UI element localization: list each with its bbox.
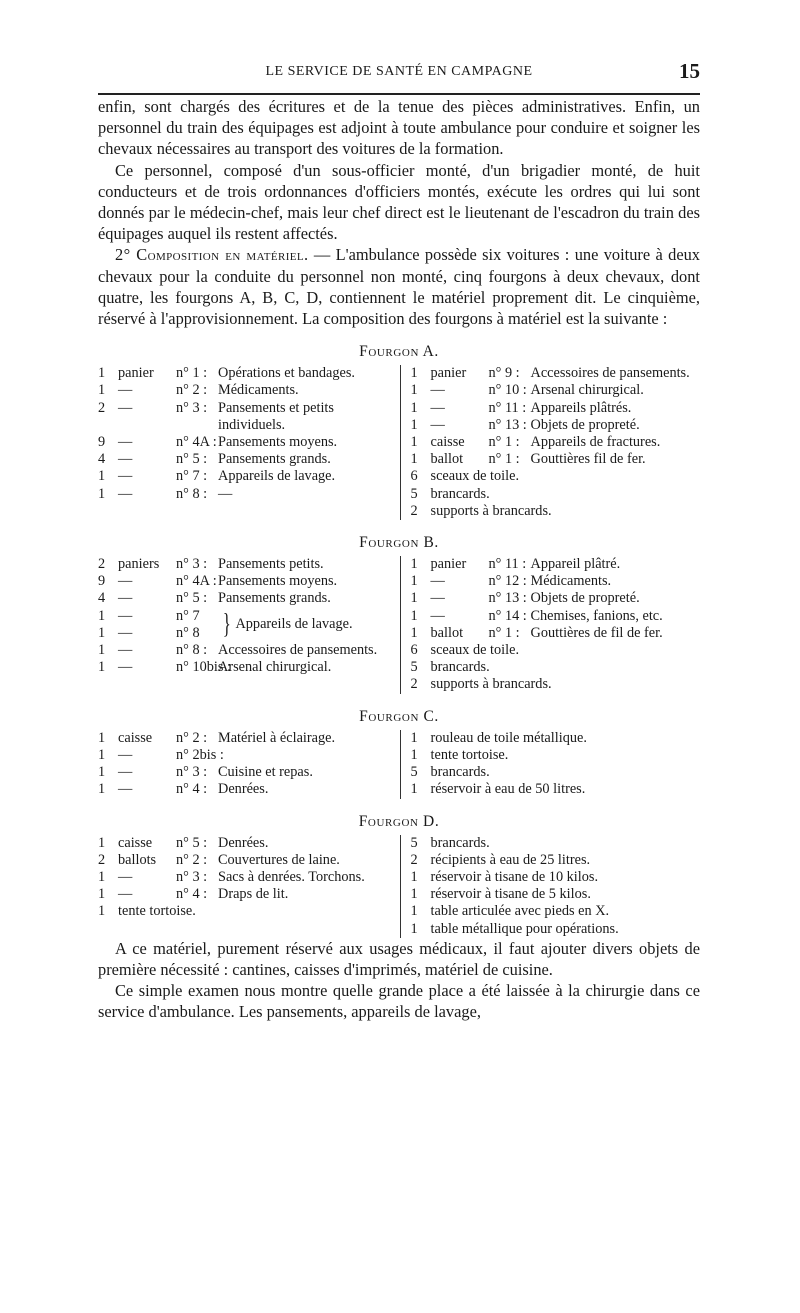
item-container: —	[430, 573, 445, 590]
item-quantity: 1	[98, 903, 106, 920]
section-heading: 2° Composition en matériel.	[115, 245, 309, 265]
paragraph-5: Ce simple examen nous montre quelle grande place a été laissée à la chirurgie dans ce service d'ambulance. Les pansements, appareils de lavage,	[98, 981, 700, 1022]
item-number: n° 10bis :	[176, 659, 231, 676]
item-description: table métallique pour opérations.	[430, 920, 619, 937]
item-container: —	[118, 659, 133, 676]
inventory-row	[98, 573, 394, 590]
item-quantity: 1	[410, 590, 418, 607]
item-quantity: 1	[410, 382, 418, 399]
item-description: tente tortoise.	[118, 903, 196, 920]
inventory-row	[411, 781, 701, 798]
item-number: n° 5 :	[176, 451, 208, 468]
brace-glyph: }	[222, 608, 231, 640]
item-description: Appareils de lavage.	[218, 468, 336, 485]
item-container: —	[118, 607, 133, 624]
item-description: Couvertures de laine.	[218, 851, 340, 868]
item-quantity: 1	[410, 868, 418, 885]
item-number: n° 10 :	[488, 382, 527, 399]
item-description: Objets de propreté.	[530, 590, 640, 607]
item-number: n° 4A :	[176, 573, 217, 590]
item-container: —	[118, 886, 133, 903]
item-quantity: 1	[410, 624, 418, 641]
fourgon-c-title: Fourgon C.	[359, 707, 439, 725]
item-description: rouleau de toile métallique.	[430, 729, 587, 746]
page-number: 15	[679, 59, 700, 83]
item-quantity: 1	[98, 468, 106, 485]
item-description: Cuisine et repas.	[218, 764, 313, 781]
paragraph-4: A ce matériel, purement réservé aux usages médicaux, il faut ajouter divers objets de première nécessité : cantines, caisses d'imprimés, matériel de cuisine.	[98, 938, 700, 979]
inventory-row	[98, 642, 394, 659]
item-quantity: 1	[410, 451, 418, 468]
item-quantity: 1	[410, 729, 418, 746]
item-number: n° 3 :	[176, 764, 208, 781]
inventory-row	[98, 400, 394, 434]
inventory-row	[411, 503, 701, 520]
inventory-row	[98, 852, 394, 869]
item-description: Denrées.	[218, 781, 269, 798]
fourgon-a-table	[98, 365, 700, 520]
item-quantity: 6	[410, 642, 418, 659]
fourgon-d-left	[98, 835, 400, 938]
item-quantity: 1	[98, 642, 106, 659]
inventory-row	[411, 921, 701, 938]
fourgon-a-title: Fourgon A.	[359, 343, 439, 361]
item-quantity: 2	[410, 676, 418, 693]
item-quantity: 1	[410, 573, 418, 590]
item-quantity: 2	[98, 399, 106, 416]
item-quantity: 1	[410, 886, 418, 903]
item-description: Pansements moyens.	[218, 573, 338, 590]
item-container: caisse	[118, 834, 153, 851]
item-number: n° 1 :	[488, 624, 520, 641]
inventory-row	[411, 852, 701, 869]
item-number: n° 4 :	[176, 781, 208, 798]
item-container: —	[118, 468, 133, 485]
inventory-row	[98, 886, 394, 903]
item-container: —	[430, 607, 445, 624]
inventory-row	[411, 659, 701, 676]
item-quantity: 2	[98, 851, 106, 868]
item-quantity: 1	[98, 659, 106, 676]
item-description: Sacs à denrées. Torchons.	[218, 868, 365, 885]
inventory-row	[411, 625, 701, 642]
inventory-row	[411, 886, 701, 903]
fourgon-b-brace-group	[98, 608, 394, 642]
item-number: n° 1 :	[488, 434, 520, 451]
item-quantity: 5	[410, 834, 418, 851]
item-container: —	[118, 485, 133, 502]
item-quantity: 1	[410, 920, 418, 937]
item-description: Arsenal chirurgical.	[218, 659, 332, 676]
item-quantity: 5	[410, 659, 418, 676]
inventory-row	[98, 486, 394, 503]
item-quantity: 1	[98, 886, 106, 903]
item-container: caisse	[118, 729, 153, 746]
fourgon-b-title: Fourgon B.	[359, 534, 439, 552]
inventory-row	[98, 590, 394, 607]
page	[98, 0, 700, 1023]
item-container: —	[118, 624, 133, 641]
item-container: —	[430, 416, 445, 433]
fourgon-b-left-bottom	[98, 642, 394, 676]
item-description: Arsenal chirurgical.	[530, 382, 644, 399]
item-quantity: 1	[98, 764, 106, 781]
item-description: Denrées.	[218, 834, 269, 851]
item-description: Pansements petits.	[218, 556, 324, 573]
inventory-row	[98, 781, 394, 798]
item-quantity: 1	[98, 607, 106, 624]
item-container: —	[118, 590, 133, 607]
item-number: n° 3 :	[176, 556, 208, 573]
item-number: n° 8	[176, 624, 200, 641]
inventory-row	[411, 590, 701, 607]
item-quantity: 6	[410, 468, 418, 485]
inventory-row	[98, 835, 394, 852]
fourgon-b-table	[98, 556, 700, 694]
item-quantity: 2	[98, 556, 106, 573]
fourgon-b-left	[98, 556, 400, 694]
item-container: —	[118, 434, 133, 451]
item-number: n° 3 :	[176, 399, 208, 416]
inventory-row	[411, 468, 701, 485]
item-container: —	[118, 642, 133, 659]
item-description: récipients à eau de 25 litres.	[430, 851, 591, 868]
inventory-row	[98, 659, 394, 676]
item-quantity: 1	[410, 607, 418, 624]
item-description: réservoir à tisane de 5 kilos.	[430, 886, 591, 903]
item-number: n° 1 :	[176, 365, 208, 382]
item-number: n° 2 :	[176, 729, 208, 746]
item-description: Appareils de fractures.	[530, 434, 661, 451]
item-description: —	[218, 485, 233, 502]
inventory-row	[411, 382, 701, 399]
inventory-row	[411, 835, 701, 852]
inventory-row	[98, 625, 218, 642]
item-quantity: 1	[98, 382, 106, 399]
fourgon-d-table	[98, 835, 700, 938]
item-description: Accessoires de pansements.	[218, 642, 378, 659]
item-container: —	[118, 573, 133, 590]
item-description: Opérations et bandages.	[218, 365, 355, 382]
item-number: n° 3 :	[176, 868, 208, 885]
item-number: n° 2 :	[176, 851, 208, 868]
item-container: ballot	[430, 451, 464, 468]
item-description: Appareils plâtrés.	[530, 399, 632, 416]
fourgon-c-left	[98, 730, 400, 799]
inventory-row	[411, 573, 701, 590]
item-description: supports à brancards.	[430, 502, 552, 519]
inventory-row	[411, 417, 701, 434]
inventory-row	[98, 434, 394, 451]
inventory-row	[411, 764, 701, 781]
item-quantity: 1	[410, 556, 418, 573]
inventory-row	[98, 451, 394, 468]
paragraph-3	[98, 244, 700, 329]
item-description: Gouttières fil de fer.	[530, 451, 646, 468]
fourgon-b-brace-rows	[98, 608, 218, 642]
item-quantity: 9	[98, 573, 106, 590]
fourgon-d-title: Fourgon D.	[358, 812, 440, 830]
item-number: n° 8 :	[176, 642, 208, 659]
inventory-row	[98, 764, 394, 781]
item-description: Objets de propreté.	[530, 416, 640, 433]
item-quantity: 1	[98, 868, 106, 885]
item-description: réservoir à eau de 50 litres.	[430, 781, 586, 798]
item-description: table articulée avec pieds en X.	[430, 903, 610, 920]
paragraph-3-text: — L'ambulance possède six voitures : une voiture à deux chevaux pour la conduite du personnel non monté, cinq fourgons à deux chevaux, dont quatre, les fourgons A, B, C, D, contiennent le matériel proprement dit. Le cinquième, réservé à l'approvisionnement. La composition des fourgons à matériel est la suivante :	[98, 245, 700, 329]
inventory-row	[411, 676, 701, 693]
item-number: n° 4A :	[176, 434, 217, 451]
item-quantity: 4	[98, 451, 106, 468]
item-description: Gouttières de fil de fer.	[530, 624, 663, 641]
inventory-row	[411, 642, 701, 659]
item-quantity: 1	[98, 834, 106, 851]
item-description: brancards.	[430, 764, 490, 781]
item-container: —	[118, 764, 133, 781]
item-description: Médicaments.	[530, 573, 612, 590]
inventory-row	[411, 451, 701, 468]
item-container: —	[118, 781, 133, 798]
item-quantity: 1	[98, 746, 106, 763]
item-quantity: 5	[410, 485, 418, 502]
item-description: Appareil plâtré.	[530, 556, 621, 573]
item-number: n° 11 :	[488, 399, 527, 416]
item-number: n° 12 :	[488, 573, 527, 590]
fourgon-c-right	[400, 730, 701, 799]
paragraph-2: Ce personnel, composé d'un sous-officier monté, d'un brigadier monté, de huit conducteurs et de trois ordonnances d'officiers montés, exécute les ordres qui lui sont donnés par le médecin-chef, mais leur chef direct est le lieutenant de l'escadron du train des équipages auquel ils restent affectés.	[98, 160, 700, 244]
inventory-row	[411, 400, 701, 417]
item-description: Accessoires de pansements.	[530, 365, 690, 382]
fourgon-d-right	[400, 835, 701, 938]
page-header	[98, 0, 700, 96]
inventory-row	[98, 903, 394, 920]
inventory-row	[411, 486, 701, 503]
item-container: —	[430, 382, 445, 399]
item-quantity: 1	[410, 903, 418, 920]
item-description: réservoir à tisane de 10 kilos.	[430, 868, 599, 885]
inventory-row	[98, 608, 218, 625]
item-quantity: 1	[98, 485, 106, 502]
inventory-row	[98, 747, 394, 764]
item-container: —	[118, 451, 133, 468]
inventory-row	[411, 747, 701, 764]
item-container: —	[430, 399, 445, 416]
item-number: n° 1 :	[488, 451, 520, 468]
item-description: supports à brancards.	[430, 676, 552, 693]
item-description: Médicaments.	[218, 382, 299, 399]
item-number: n° 2bis :	[176, 746, 224, 763]
item-description: sceaux de toile.	[430, 642, 520, 659]
inventory-row	[411, 730, 701, 747]
item-number: n° 9 :	[488, 365, 520, 382]
item-description: brancards.	[430, 485, 490, 502]
item-description: Pansements moyens.	[218, 434, 338, 451]
item-description: brancards.	[430, 834, 490, 851]
item-container: caisse	[430, 434, 465, 451]
inventory-row	[411, 608, 701, 625]
item-number: n° 5 :	[176, 590, 208, 607]
inventory-row	[411, 869, 701, 886]
item-description: Draps de lit.	[218, 886, 289, 903]
item-container: —	[118, 746, 133, 763]
fourgon-a-right	[400, 365, 701, 520]
item-quantity: 9	[98, 434, 106, 451]
item-number: n° 4 :	[176, 886, 208, 903]
item-container: ballots	[118, 851, 157, 868]
item-quantity: 1	[410, 416, 418, 433]
item-description: Matériel à éclairage.	[218, 729, 336, 746]
item-quantity: 1	[410, 399, 418, 416]
paragraph-1: enfin, sont chargés des écritures et de la tenue des pièces administratives. Enfin, un personnel du train des équipages est adjoint à toute ambulance pour conduire et soigner les chevaux nécessaires au transport des voitures de la formation.	[98, 97, 700, 159]
item-container: panier	[430, 556, 467, 573]
fourgon-c-table	[98, 730, 700, 799]
inventory-row	[411, 434, 701, 451]
item-description: Pansements grands.	[218, 590, 331, 607]
item-description: tente tortoise.	[430, 746, 509, 763]
running-title: LE SERVICE DE SANTÉ EN CAMPAGNE	[265, 64, 533, 79]
item-number: n° 13 :	[488, 416, 527, 433]
item-container: —	[118, 868, 133, 885]
item-quantity: 1	[410, 781, 418, 798]
item-quantity: 1	[98, 781, 106, 798]
item-quantity: 4	[98, 590, 106, 607]
item-quantity: 1	[410, 434, 418, 451]
inventory-row	[411, 556, 701, 573]
item-number: n° 11 :	[488, 556, 527, 573]
inventory-row	[98, 468, 394, 485]
item-quantity: 1	[98, 365, 106, 382]
item-number: n° 13 :	[488, 590, 527, 607]
fourgon-b-right	[400, 556, 701, 694]
item-container: ballot	[430, 624, 464, 641]
item-container: —	[118, 382, 133, 399]
item-number: n° 5 :	[176, 834, 208, 851]
item-container: panier	[430, 365, 467, 382]
fourgon-a-left	[98, 365, 400, 520]
item-quantity: 1	[98, 624, 106, 641]
item-number: n° 7 :	[176, 468, 208, 485]
inventory-row	[98, 869, 394, 886]
item-number: n° 14 :	[488, 607, 527, 624]
header-rule	[98, 93, 700, 95]
item-number: n° 2 :	[176, 382, 208, 399]
item-description: sceaux de toile.	[430, 468, 520, 485]
item-container: panier	[118, 365, 154, 382]
item-container: paniers	[118, 556, 160, 573]
inventory-row	[98, 730, 394, 747]
inventory-row	[98, 365, 394, 382]
item-number: n° 8 :	[176, 485, 208, 502]
inventory-row	[98, 382, 394, 399]
item-container: —	[118, 399, 133, 416]
fourgon-b-left-top	[98, 556, 394, 608]
item-number: n° 7	[176, 607, 200, 624]
item-quantity: 2	[410, 851, 418, 868]
inventory-row	[98, 556, 394, 573]
item-quantity: 1	[410, 365, 418, 382]
item-description: brancards.	[430, 659, 490, 676]
item-description: Pansements grands.	[218, 451, 331, 468]
item-container: —	[430, 590, 445, 607]
item-quantity: 5	[410, 764, 418, 781]
item-description: Pansements et petits individuels.	[218, 399, 334, 433]
inventory-row	[411, 903, 701, 920]
item-quantity: 1	[98, 729, 106, 746]
item-quantity: 1	[410, 746, 418, 763]
item-description: Chemises, fanions, etc.	[530, 607, 663, 624]
item-quantity: 2	[410, 502, 418, 519]
fourgon-b-brace-desc: Appareils de lavage.	[235, 616, 353, 633]
inventory-row	[411, 365, 701, 382]
